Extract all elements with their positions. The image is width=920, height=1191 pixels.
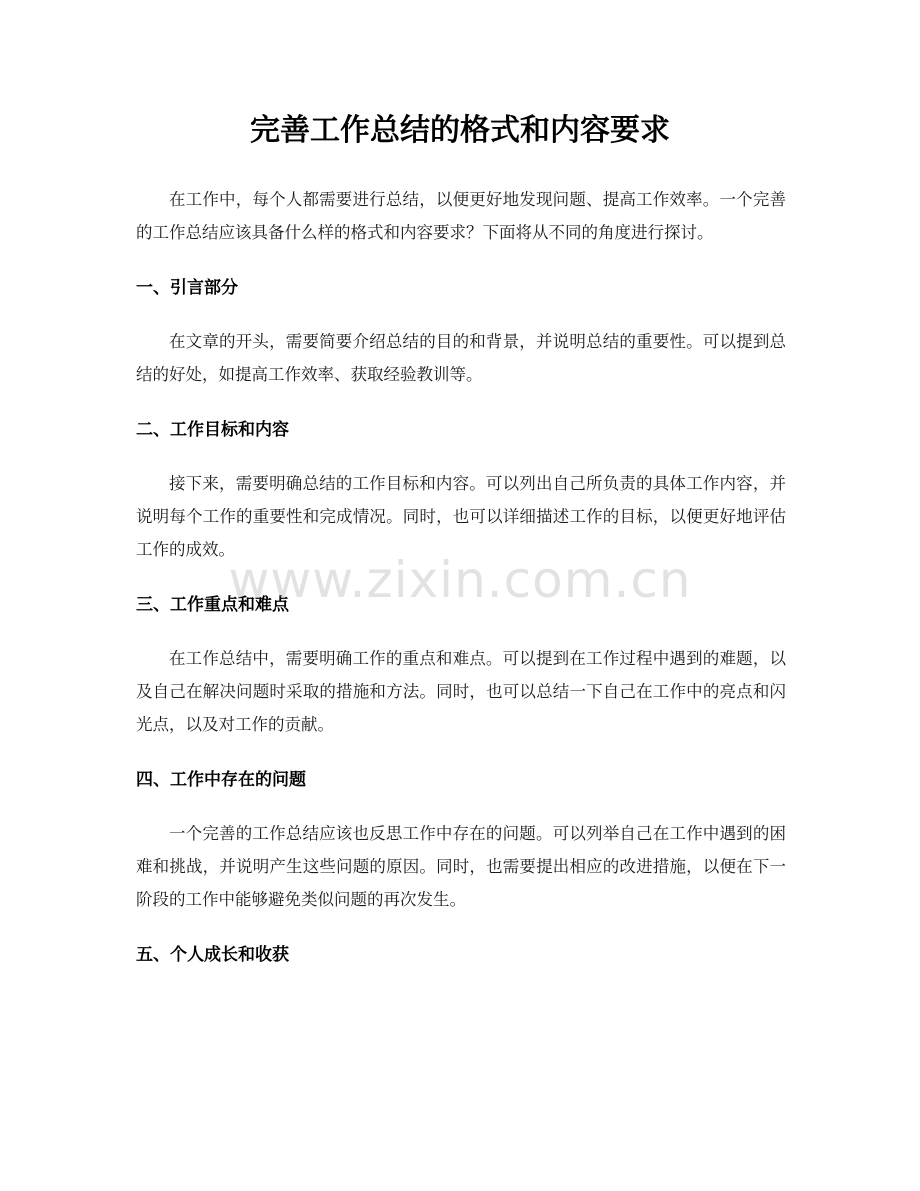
section-body-goals: 接下来，需要明确总结的工作目标和内容。可以列出自己所负责的具体工作内容，并说明每个工作的重要性和完成情况。同时，也可以详细描述工作的目标，以便更好地评估工作的成效。 bbox=[136, 474, 786, 559]
document-body bbox=[136, 183, 786, 972]
section-heading-problems: 四、工作中存在的问题 bbox=[136, 770, 306, 790]
section-body-problems: 一个完善的工作总结应该也反思工作中存在的问题。可以列举自己在工作中遇到的困难和挑战，并说明产生这些问题的原因。同时，也需要提出相应的改进措施，以便在下一阶段的工作中能够避免类似问题的再次发生。 bbox=[136, 824, 786, 909]
section-heading-focus: 三、工作重点和难点 bbox=[136, 595, 289, 615]
section-body-focus: 在工作总结中，需要明确工作的重点和难点。可以提到在工作过程中遇到的难题，以及自己在解决问题时采取的措施和方法。同时，也可以总结一下自己在工作中的亮点和闪光点，以及对工作的贡献。 bbox=[136, 649, 786, 734]
section-body-intro: 在文章的开头，需要简要介绍总结的目的和背景，并说明总结的重要性。可以提到总结的好处，如提高工作效率、获取经验教训等。 bbox=[136, 332, 786, 384]
watermark-text: www.zixin.com.cn bbox=[228, 551, 692, 609]
section-heading-intro: 一、引言部分 bbox=[136, 278, 238, 298]
document-title: 完善工作总结的格式和内容要求 bbox=[250, 113, 670, 148]
section-heading-growth: 五、个人成长和收获 bbox=[136, 945, 289, 965]
intro-paragraph: 在工作中，每个人都需要进行总结，以便更好地发现问题、提高工作效率。一个完善的工作总结应该具备什么样的格式和内容要求？下面将从不同的角度进行探讨。 bbox=[136, 190, 786, 242]
section-heading-goals: 二、工作目标和内容 bbox=[136, 420, 289, 440]
